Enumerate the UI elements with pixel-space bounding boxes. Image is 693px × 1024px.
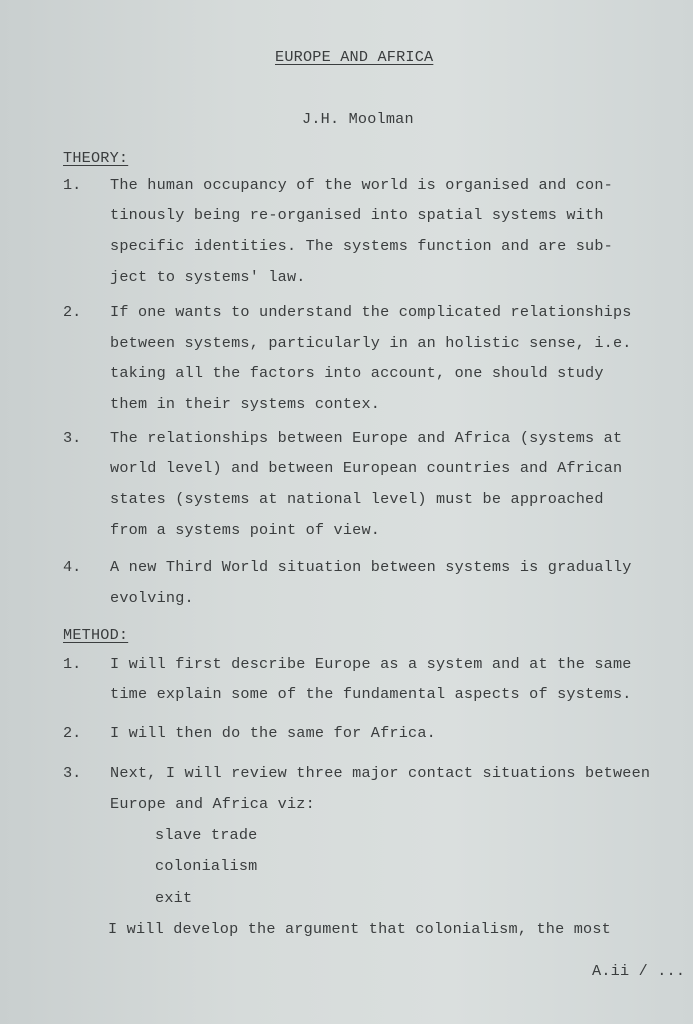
page-reference: A.ii / ...	[592, 962, 686, 980]
theory-item-number: 2.	[63, 303, 82, 321]
theory-item-line: taking all the factors into account, one should study	[110, 364, 604, 382]
theory-item-line: A new Third World situation between systems is gradually	[110, 558, 632, 576]
document-title: EUROPE AND AFRICA	[275, 48, 434, 66]
contact-situation-item: colonialism	[155, 857, 258, 875]
theory-item-number: 3.	[63, 429, 82, 447]
theory-item-number: 4.	[63, 558, 82, 576]
theory-item-line: The human occupancy of the world is organised and con-	[110, 176, 613, 194]
theory-item-line: ject to systems' law.	[110, 268, 306, 286]
contact-situation-item: exit	[155, 889, 193, 907]
contact-situation-item: slave trade	[155, 826, 258, 844]
method-item-line: I will first describe Europe as a system and at the same	[110, 655, 632, 673]
closing-line: I will develop the argument that colonialism, the most	[108, 920, 611, 938]
method-item-line: time explain some of the fundamental aspects of systems.	[110, 685, 632, 703]
method-heading: METHOD:	[63, 626, 129, 644]
method-item-line: Next, I will review three major contact situations between	[110, 764, 651, 782]
theory-item-line: tinously being re-organised into spatial systems with	[110, 206, 604, 224]
author-name: J.H. Moolman	[302, 110, 414, 128]
method-item-number: 1.	[63, 655, 82, 673]
method-item-number: 2.	[63, 724, 82, 742]
theory-item-line: The relationships between Europe and Africa (systems at	[110, 429, 623, 447]
method-item-line: I will then do the same for Africa.	[110, 724, 436, 742]
theory-item-line: states (systems at national level) must be approached	[110, 490, 604, 508]
theory-item-line: If one wants to understand the complicated relationships	[110, 303, 632, 321]
theory-item-line: between systems, particularly in an holistic sense, i.e.	[110, 334, 632, 352]
theory-item-line: them in their systems contex.	[110, 395, 381, 413]
method-item-number: 3.	[63, 764, 82, 782]
theory-item-line: world level) and between European countries and African	[110, 459, 623, 477]
theory-item-line: specific identities. The systems function and are sub-	[110, 237, 613, 255]
method-item-line: Europe and Africa viz:	[110, 795, 315, 813]
theory-item-line: evolving.	[110, 589, 194, 607]
theory-item-line: from a systems point of view.	[110, 521, 381, 539]
theory-heading: THEORY:	[63, 149, 129, 167]
theory-item-number: 1.	[63, 176, 82, 194]
